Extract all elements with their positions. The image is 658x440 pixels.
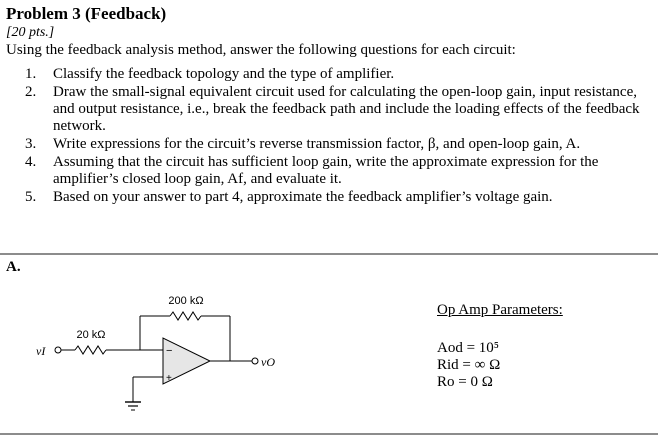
input-voltage-label: vI (36, 344, 46, 358)
question-number: 1. (25, 66, 37, 82)
question-number: 5. (25, 189, 37, 205)
question-text: Write expressions for the circuit’s reverse transmission factor, β, and open-loop gain, A. (53, 136, 581, 152)
inverting-input-sign: − (166, 345, 173, 357)
param-rid: Rid = ∞ Ω (437, 357, 501, 373)
input-resistor-label: 20 kΩ (76, 329, 106, 341)
input-terminal (55, 347, 61, 353)
problem-points: [20 pts.] (6, 25, 55, 40)
output-voltage-label: vO (261, 355, 275, 369)
op-amp-parameters-title: Op Amp Parameters: (437, 302, 563, 318)
part-label: A. (6, 259, 21, 275)
output-terminal (252, 358, 258, 364)
question-text: Classify the feedback topology and the type of amplifier. (53, 66, 395, 82)
noninverting-input-sign: + (166, 373, 172, 384)
param-aod: Aod = 10⁵ (437, 340, 500, 356)
problem-title: Problem 3 (Feedback) (6, 4, 167, 23)
question-text: Draw the small-signal equivalent circuit used for calculating the open-loop gain, input resistance, and output resistance, i.e., break the feedback path and include the loading effects of the feedback network. (53, 84, 640, 134)
question-number: 3. (25, 136, 37, 152)
question-number: 2. (25, 84, 37, 100)
question-number: 4. (25, 154, 37, 170)
input-resistor (75, 346, 106, 354)
section-divider-bottom (0, 433, 658, 435)
param-ro: Ro = 0 Ω (437, 374, 493, 390)
feedback-resistor-label: 200 kΩ (168, 295, 204, 307)
ground-icon (125, 402, 141, 410)
problem-intro: Using the feedback analysis method, answer the following questions for each circuit: (6, 42, 516, 58)
question-text: Assuming that the circuit has sufficient loop gain, write the approximate expression for the amplifier’s closed loop gain, Af, and evaluate it. (53, 154, 599, 187)
feedback-resistor (170, 312, 201, 320)
question-text: Based on your answer to part 4, approximate the feedback amplifier’s voltage gain. (53, 189, 553, 205)
